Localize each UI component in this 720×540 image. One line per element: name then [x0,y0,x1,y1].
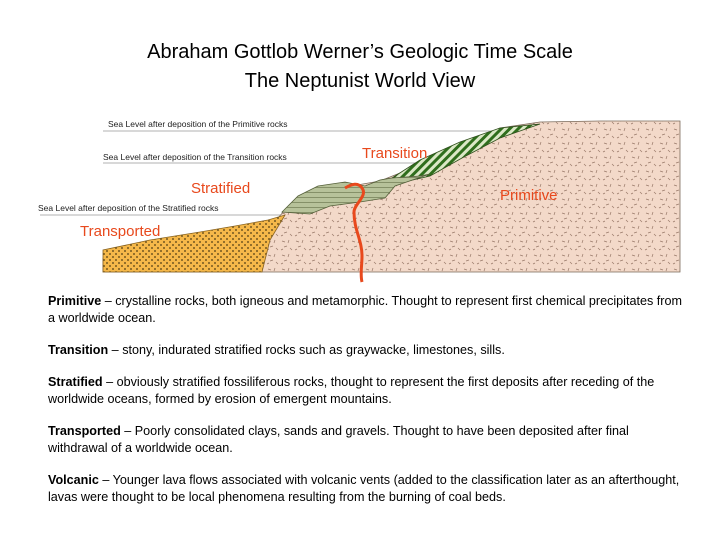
definition-text: – obviously stratified fossiliferous rocks, thought to represent the first deposits after receding of the worldwide oceans, formed by erosion of emergent mountains. [48,375,655,406]
definition-volcanic [48,472,688,506]
definition-term: Volcanic [48,473,99,487]
definition-transition [48,342,688,359]
definition-primitive [48,293,688,327]
label-transition: Transition [362,145,428,162]
definition-transported [48,423,688,457]
title-line-1: Abraham Gottlob Werner’s Geologic Time Scale [147,41,573,63]
definition-term: Primitive [48,294,102,308]
definition-term: Stratified [48,375,103,389]
definition-term: Transition [48,343,109,357]
definitions-list [48,293,688,521]
definition-stratified [48,374,688,408]
label-transported: Transported [80,223,161,240]
definition-term: Transported [48,424,121,438]
definition-text: – crystalline rocks, both igneous and metamorphic. Thought to represent first chemical precipitates from a worldwide ocean. [48,294,682,325]
label-stratified: Stratified [191,180,251,197]
definition-text: – Poorly consolidated clays, sands and gravels. Thought to have been deposited after final withdrawal of a worldwide ocean. [48,424,629,455]
sea-level-label-primitive: Sea Level after deposition of the Primitive rocks [108,119,288,129]
definition-text: – Younger lava flows associated with volcanic vents (added to the classification later as an afterthought, lavas were thought to be local phenomena resulting from the burning of coal beds. [48,473,680,504]
definition-text: – stony, indurated stratified rocks such as graywacke, limestones, sills. [108,343,505,357]
sea-level-label-stratified: Sea Level after deposition of the Stratified rocks [38,203,219,213]
title-line-2: The Neptunist World View [244,70,476,92]
label-primitive: Primitive [500,187,558,204]
sea-level-label-transition: Sea Level after deposition of the Transition rocks [103,152,287,162]
